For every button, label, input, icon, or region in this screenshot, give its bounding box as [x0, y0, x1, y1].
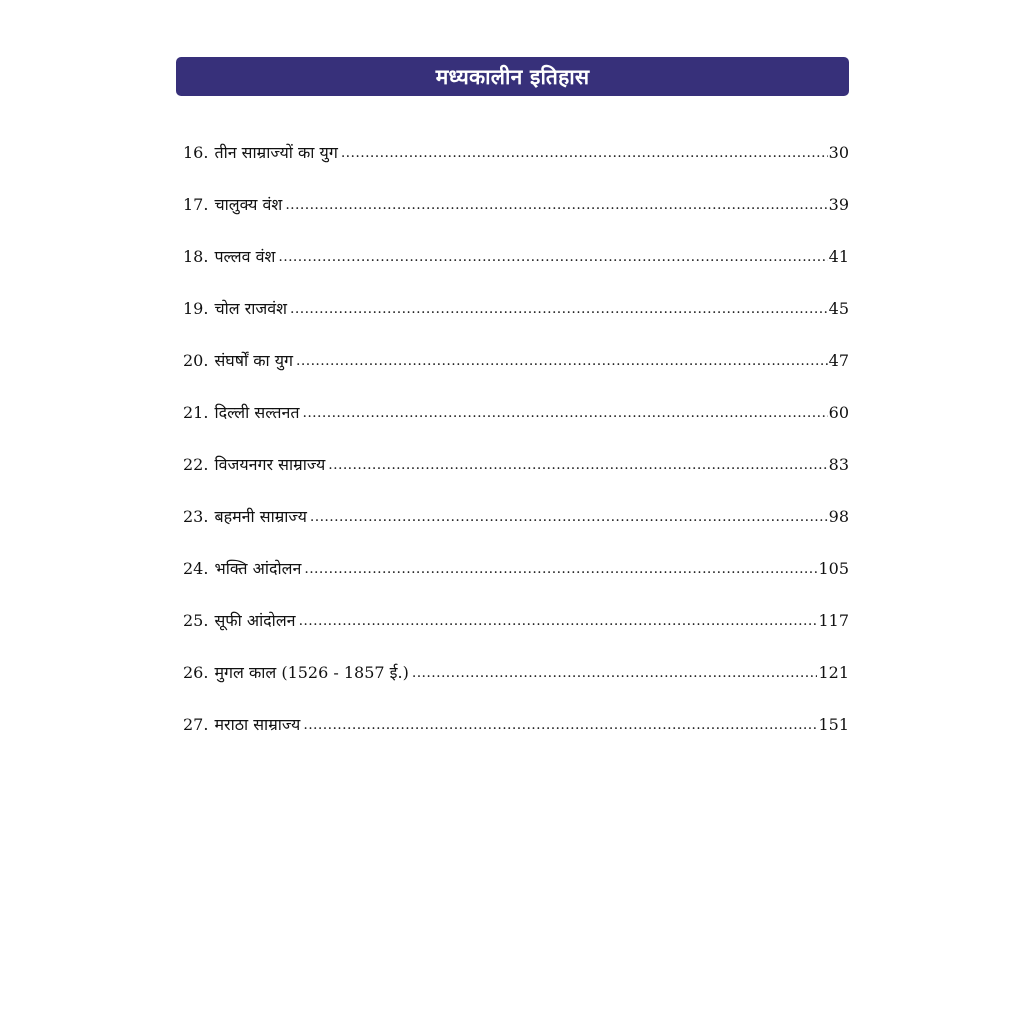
toc-entry[interactable]	[183, 179, 849, 231]
toc-entry-page: 47	[828, 351, 849, 370]
toc-entry-number: 16.	[183, 143, 209, 162]
toc-entry-number: 24.	[183, 559, 209, 578]
toc-entry-page: 45	[828, 299, 849, 318]
toc-entry-number: 22.	[183, 455, 209, 474]
toc-entry-title: दिल्ली सल्तनत	[214, 403, 300, 422]
dot-leader	[412, 663, 818, 683]
dot-leader	[299, 611, 818, 631]
toc-entry[interactable]	[183, 647, 849, 699]
toc-entry-page: 121	[818, 663, 849, 682]
toc-entry[interactable]	[183, 127, 849, 179]
toc-entry-page: 41	[828, 247, 849, 266]
dot-leader	[302, 403, 827, 423]
dot-leader	[304, 559, 817, 579]
toc-entry-title: चालुक्य वंश	[214, 195, 283, 214]
toc-entry-title: बहमनी साम्राज्य	[214, 507, 307, 526]
toc-entry-title: मुगल काल (1526 - 1857 ई.)	[214, 663, 409, 682]
dot-leader	[328, 455, 827, 475]
dot-leader	[303, 715, 817, 735]
dot-leader	[290, 299, 828, 319]
toc-entry-number: 21.	[183, 403, 209, 422]
toc-entry-number: 20.	[183, 351, 209, 370]
toc-entry[interactable]	[183, 543, 849, 595]
toc-entry-number: 26.	[183, 663, 209, 682]
toc-entry-number: 18.	[183, 247, 209, 266]
dot-leader	[296, 351, 828, 371]
toc-entry-number: 17.	[183, 195, 209, 214]
toc-entry-title: संघर्षों का युग	[214, 351, 294, 370]
toc-entry-page: 117	[818, 611, 849, 630]
toc-entry[interactable]	[183, 231, 849, 283]
dot-leader	[278, 247, 827, 267]
toc-entry-page: 98	[828, 507, 849, 526]
toc-entry-page: 105	[818, 559, 849, 578]
toc-entry[interactable]	[183, 699, 849, 751]
toc-entry-number: 25.	[183, 611, 209, 630]
dot-leader	[285, 195, 827, 215]
toc-entry[interactable]	[183, 595, 849, 647]
toc-entry-page: 39	[828, 195, 849, 214]
table-of-contents	[183, 127, 849, 751]
toc-entry[interactable]	[183, 439, 849, 491]
toc-entry-page: 60	[828, 403, 849, 422]
toc-entry[interactable]	[183, 491, 849, 543]
toc-entry-page: 30	[828, 143, 849, 162]
toc-entry-number: 27.	[183, 715, 209, 734]
toc-entry-page: 83	[828, 455, 849, 474]
toc-entry-title: विजयनगर साम्राज्य	[214, 455, 326, 474]
section-title: मध्यकालीन इतिहास	[435, 64, 590, 89]
toc-entry-title: पल्लव वंश	[214, 247, 276, 266]
toc-entry[interactable]	[183, 283, 849, 335]
toc-entry-page: 151	[818, 715, 849, 734]
toc-entry-title: चोल राजवंश	[214, 299, 288, 318]
toc-entry-title: भक्ति आंदोलन	[214, 559, 302, 578]
toc-entry-title: सूफी आंदोलन	[214, 611, 296, 630]
dot-leader	[310, 507, 828, 527]
toc-entry[interactable]	[183, 387, 849, 439]
toc-entry[interactable]	[183, 335, 849, 387]
toc-entry-title: मराठा साम्राज्य	[214, 715, 301, 734]
toc-entry-number: 23.	[183, 507, 209, 526]
toc-entry-title: तीन साम्राज्यों का युग	[214, 143, 338, 162]
dot-leader	[341, 143, 828, 163]
toc-entry-number: 19.	[183, 299, 209, 318]
section-header	[176, 57, 849, 96]
